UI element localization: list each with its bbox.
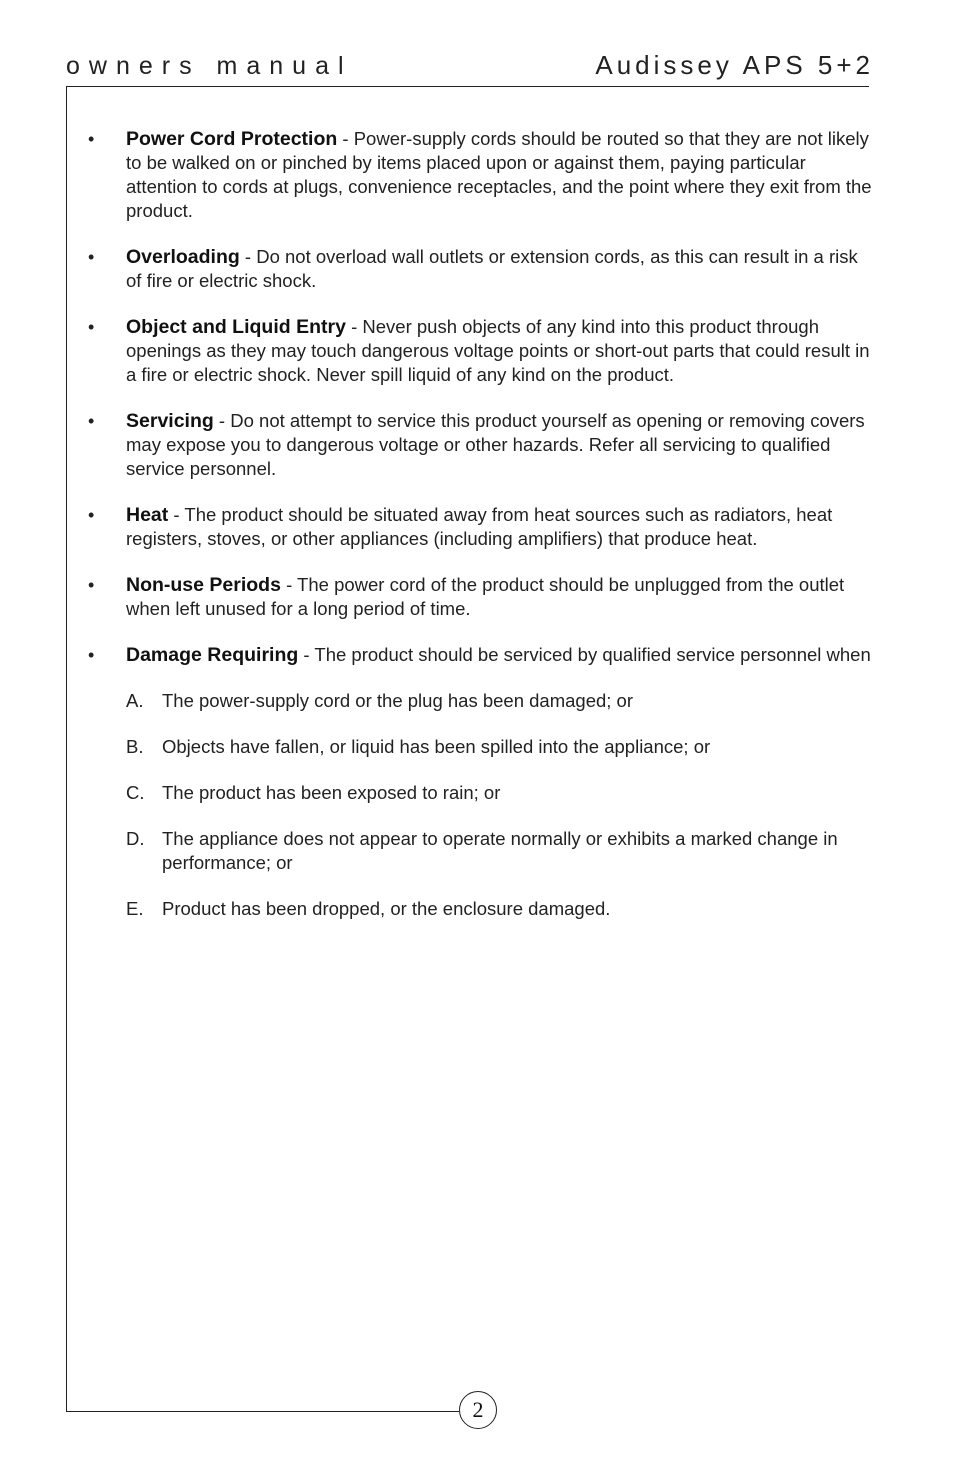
sub-item-text: Product has been dropped, or the enclosure damaged. <box>162 898 611 919</box>
item-title: Overloading <box>126 246 240 268</box>
bullet: • <box>88 411 95 431</box>
item-title: Heat <box>126 504 169 526</box>
list-item-power-cord-protection <box>84 127 874 223</box>
bottom-rule <box>66 1411 459 1412</box>
page-number: 2 <box>459 1391 497 1429</box>
sub-list-item <box>126 781 874 805</box>
sub-item-letter: A. <box>126 690 144 711</box>
item-text: - The power cord of the product should be unplugged from the outlet when left unused for a long period of time. <box>126 574 845 619</box>
item-title: Damage Requiring <box>126 644 299 666</box>
item-text: - Do not attempt to service this product yourself as opening or removing covers may expose you to dangerous voltage or other hazards. Refer all servicing to qualified service personnel. <box>126 410 865 479</box>
sub-item-text: The power-supply cord or the plug has been damaged; or <box>162 690 634 711</box>
sub-item-letter: B. <box>126 736 144 757</box>
item-text: - Never push objects of any kind into this product through openings as they may touch dangerous voltage points or short-out parts that could result in a fire or electric shock. Never spill liquid of any kind on the product. <box>126 316 870 385</box>
list-item-non-use-periods <box>84 573 874 621</box>
bullet: • <box>88 247 95 267</box>
list-item-servicing <box>84 409 874 481</box>
damage-conditions-list <box>126 689 874 921</box>
item-title: Power Cord Protection <box>126 128 338 150</box>
list-item-overloading <box>84 245 874 293</box>
item-text: - The product should be situated away from heat sources such as radiators, heat registers, stoves, or other appliances (including amplifiers) that produce heat. <box>126 504 833 549</box>
item-text: - The product should be serviced by qualified service personnel when <box>298 644 871 665</box>
item-text: - Power-supply cords should be routed so that they are not likely to be walked on or pinched by items placed upon or against them, paying particular attention to cords at plugs, convenience receptacles, and the point where they exit from the product. <box>126 128 872 221</box>
bullet: • <box>88 129 95 149</box>
sub-item-letter: C. <box>126 782 145 803</box>
sub-list-item <box>126 735 874 759</box>
safety-instructions <box>84 127 874 943</box>
item-title: Non-use Periods <box>126 574 281 596</box>
sub-list-item <box>126 689 874 713</box>
bullet: • <box>88 317 95 337</box>
sub-item-letter: E. <box>126 898 144 919</box>
header-title-left: owners manual <box>66 52 353 80</box>
sub-list-item <box>126 827 874 875</box>
bullet: • <box>88 505 95 525</box>
item-text: - Do not overload wall outlets or extension cords, as this can result in a risk of fire or electric shock. <box>126 246 858 291</box>
list-item-damage-requiring <box>84 643 874 921</box>
header-title-right: Audissey APS 5+2 <box>595 50 874 80</box>
bullet: • <box>88 575 95 595</box>
item-title: Object and Liquid Entry <box>126 316 346 338</box>
list-item-heat <box>84 503 874 551</box>
sub-list-item <box>126 897 874 921</box>
sub-item-text: The product has been exposed to rain; or <box>162 782 501 803</box>
bullet: • <box>88 645 95 665</box>
sub-item-text: The appliance does not appear to operate normally or exhibits a marked change in performance; or <box>162 828 838 873</box>
sub-item-letter: D. <box>126 828 145 849</box>
left-rule <box>66 86 67 1412</box>
list-item-object-liquid-entry <box>84 315 874 387</box>
sub-item-text: Objects have fallen, or liquid has been spilled into the appliance; or <box>162 736 711 757</box>
top-rule <box>66 86 869 87</box>
item-title: Servicing <box>126 410 214 432</box>
